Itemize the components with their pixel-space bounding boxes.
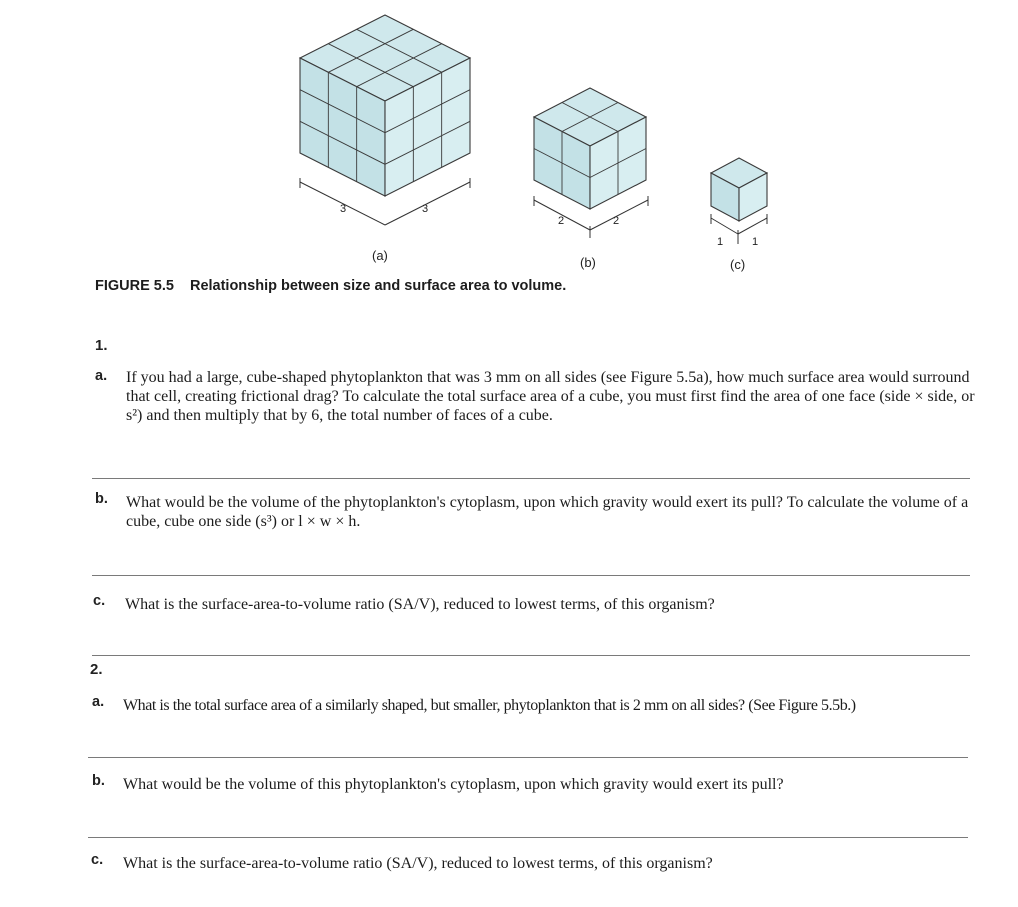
dim-c-left: 1	[717, 236, 724, 248]
cube-1x1x1	[711, 158, 767, 221]
figure-caption	[95, 278, 566, 294]
question-2a-letter: a.	[92, 694, 105, 710]
panel-label-a: (a)	[372, 248, 388, 263]
cube-3x3x3	[300, 15, 470, 196]
answer-line-1a[interactable]	[92, 478, 970, 479]
answer-line-2a[interactable]	[88, 757, 968, 758]
dim-b-left: 2	[558, 215, 565, 227]
question-2a-text: What is the total surface area of a similarly shaped, but smaller, phytoplankton that is 2 mm on all sides? (See Figure 5.5b.)	[123, 697, 856, 714]
cube-figure	[0, 0, 1018, 300]
cube-2x2x2	[534, 88, 646, 209]
question-1-number: 1.	[95, 337, 108, 354]
figure-number: FIGURE 5.5	[95, 278, 174, 294]
question-2b-letter: b.	[92, 773, 105, 789]
panel-label-b: (b)	[580, 255, 596, 270]
question-2c-letter: c.	[91, 852, 104, 868]
panel-label-c: (c)	[730, 257, 746, 272]
question-2c-text: What is the surface-area-to-volume ratio (SA/V), reduced to lowest terms, of this organism?	[123, 855, 713, 872]
figure-caption-text: Relationship between size and surface area to volume.	[189, 278, 567, 294]
answer-line-2b[interactable]	[88, 837, 968, 838]
question-2-number: 2.	[90, 661, 103, 678]
question-1c-text: What is the surface-area-to-volume ratio (SA/V), reduced to lowest terms, of this organism?	[125, 596, 715, 613]
question-1c-letter: c.	[93, 593, 106, 609]
dim-b-right: 2	[613, 215, 620, 227]
question-1a-letter: a.	[95, 368, 108, 384]
dim-a-right: 3	[422, 203, 429, 215]
answer-line-1c[interactable]	[92, 655, 970, 656]
question-2b-text: What would be the volume of this phytoplankton's cytoplasm, upon which gravity would exert its pull?	[123, 776, 784, 793]
answer-line-1b[interactable]	[92, 575, 970, 576]
question-1a-text: If you had a large, cube-shaped phytoplankton that was 3 mm on all sides (see Figure 5.5a), how much surface area would surround that cell, creating frictional drag? To calculate the total surface area of a cube, you must first find the area of one face (side × side, or s²) and then multiply that by 6, the total number of faces of a cube.	[126, 369, 975, 424]
dim-c-right: 1	[752, 236, 759, 248]
question-1b-text: What would be the volume of the phytoplankton's cytoplasm, upon which gravity would exert its pull? To calculate the volume of a cube, cube one side (s³) or l × w × h.	[126, 494, 969, 530]
question-1b-letter: b.	[95, 491, 108, 507]
dim-a-left: 3	[340, 203, 347, 215]
